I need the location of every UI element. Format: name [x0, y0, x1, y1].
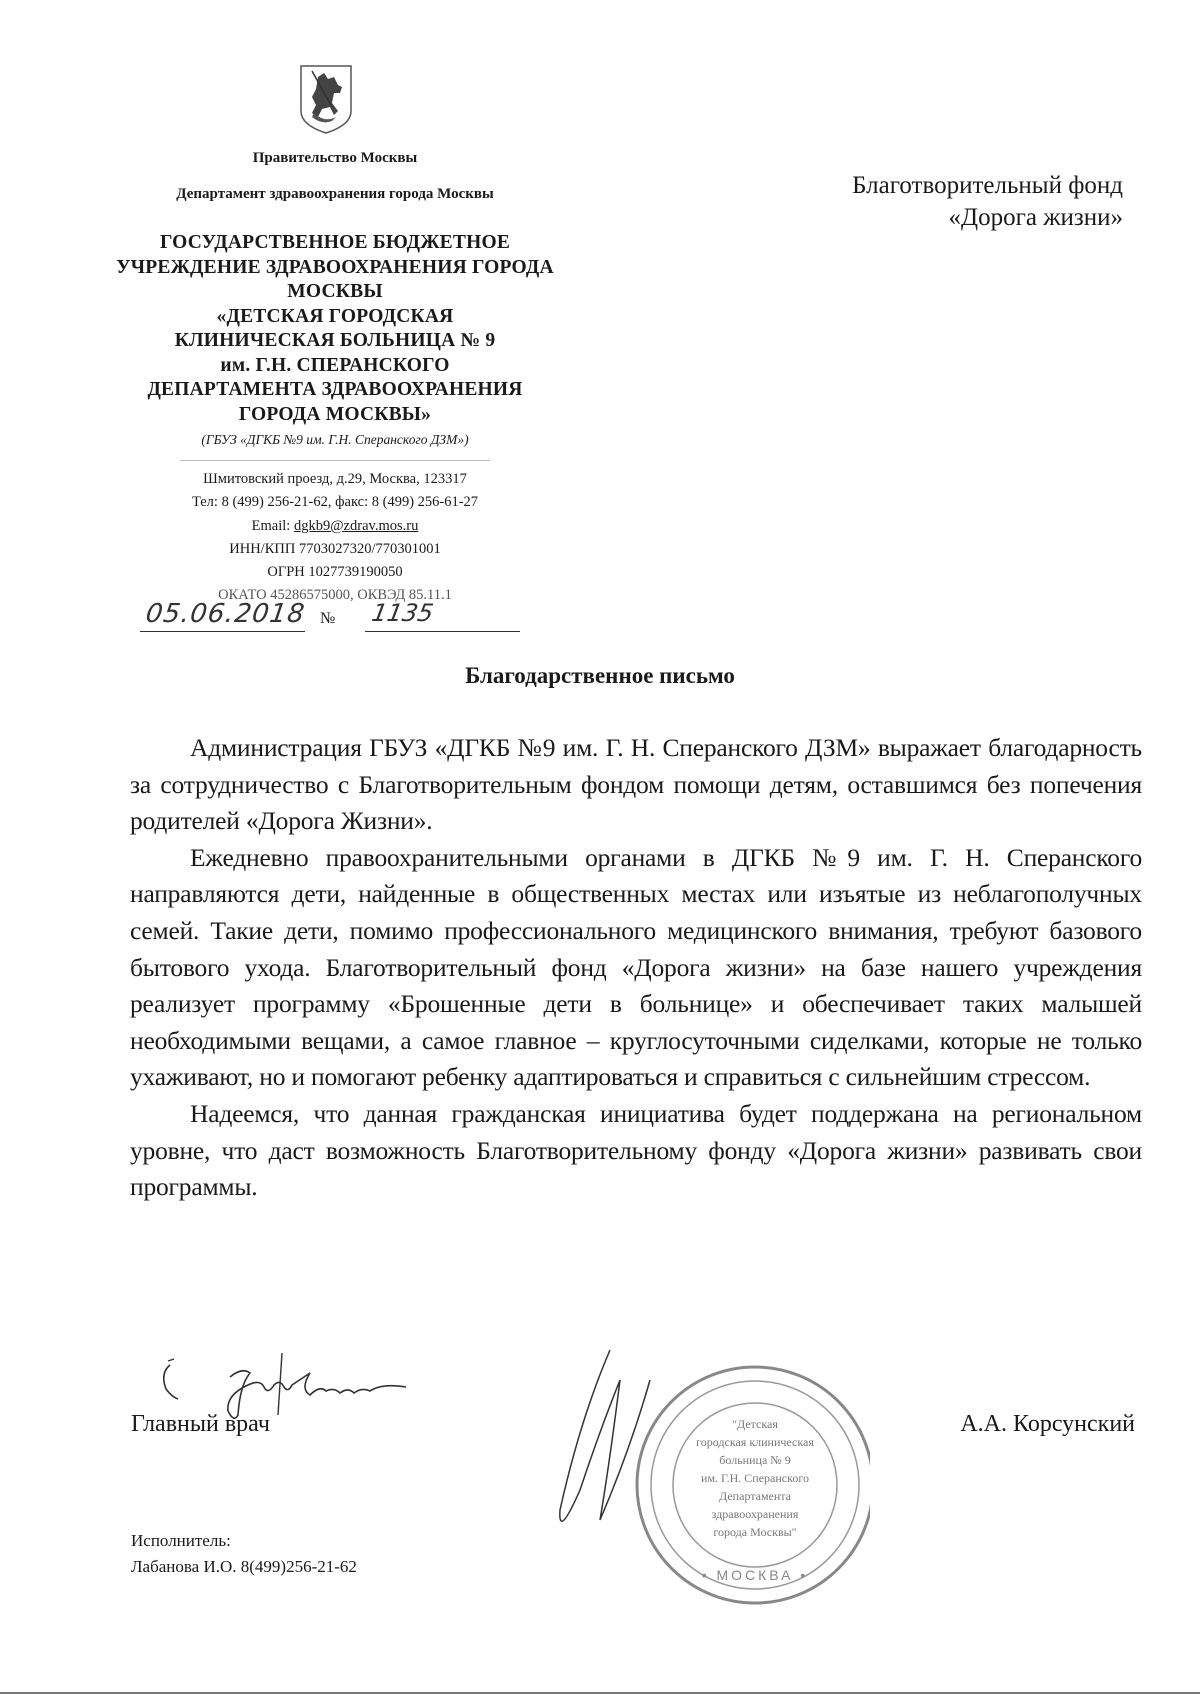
executor-block [131, 1528, 357, 1580]
number-label: № [320, 610, 336, 627]
executor-label: Исполнитель: [131, 1531, 231, 1550]
stamp-text: больница № 9 [719, 1453, 791, 1467]
organization-line: ГОСУДАРСТВЕННОЕ БЮДЖЕТНОЕ [159, 232, 511, 253]
stamp-text: города Москвы" [713, 1525, 797, 1539]
government-name: Правительство Москвы [252, 150, 418, 166]
executor-contact: Лабанова И.О. 8(499)256-21-62 [131, 1557, 357, 1576]
paragraph: Ежедневно правоохранительными органами в ДГКБ №9 им. Г. Н. Сперанского направляются дети, найденные в общественных местах или изъятые из неблагополучных семей. Такие дети, помимо профессионального медицинского внимания, требуют базового бытового ухода. Благотворительный фонд «Дорога жизни» на базе нашего учреждения реализует программу «Брошенные дети в больнице» и обеспечивает таких малышей необходимыми вещами, а самое главное – круглосуточными сиделками, которые не только ухаживают, но и помогают ребенку адаптироваться и справиться с сильнейшим стрессом. [130, 842, 1142, 1092]
addressee-line: «Дорога жизни» [948, 204, 1123, 231]
requisites [110, 468, 560, 608]
date-underline [140, 631, 305, 632]
paragraph: Администрация ГБУЗ «ДГКБ №9 им. Г. Н. Сперанского ДЗМ» выражает благодарность за сотрудничество с Благотворительным фондом помощи детям, оставшимся без попечения родителей «Дорога Жизни». [130, 733, 1142, 836]
addressee-line: Благотворительный фонд [852, 172, 1123, 199]
signatory-position: Главный врач [131, 1411, 270, 1437]
phone-fax: Тел: 8 (499) 256-21-62, факс: 8 (499) 256-61-27 [191, 494, 479, 511]
ogrn: ОГРН 1027739190050 [267, 564, 403, 581]
divider [180, 460, 490, 461]
department-name: Департамент здравоохранения города Москвы [176, 186, 494, 202]
organization-line: им. Г.Н. СПЕРАНСКОГО [220, 354, 450, 376]
email-link[interactable]: dgkb9@zdrav.mos.ru [293, 517, 419, 534]
paragraph: Надеемся, что данная гражданская инициатива будет поддержана на региональном уровне, что даст возможность Благотворительному фонду «Дорога жизни» развивать свои программы. [130, 1098, 1142, 1202]
organization-line: УЧРЕЖДЕНИЕ ЗДРАВООХРАНЕНИЯ ГОРОДА [116, 256, 554, 278]
stamp-city: • МОСКВА • [701, 1567, 809, 1583]
email-label: Email: [251, 517, 294, 534]
page-bottom-edge [0, 1692, 1200, 1694]
stamp-text: городская клиническая [696, 1435, 814, 1449]
organization-abbreviation: (ГБУЗ «ДГКБ №9 им. Г.Н. Сперанского ДЗМ») [201, 432, 469, 447]
letter-date: 05.06.2018 [143, 599, 307, 629]
stamp-text: им. Г.Н. Сперанского [701, 1471, 809, 1485]
letter-number: 1135 [369, 599, 436, 627]
letter-title: Благодарственное письмо [465, 663, 735, 688]
number-underline [365, 631, 520, 632]
organization-line: ДЕПАРТАМЕНТА ЗДРАВООХРАНЕНИЯ [147, 379, 523, 400]
organization-line: МОСКВЫ [287, 281, 383, 302]
moscow-coat-of-arms-icon [298, 63, 354, 135]
date-number-line [140, 599, 520, 635]
stamp-text: Департамента [718, 1489, 792, 1503]
addressee [852, 170, 1123, 234]
organization-line: «ДЕТСКАЯ ГОРОДСКАЯ [216, 305, 454, 327]
official-stamp-icon [540, 1340, 870, 1620]
address: Шмитовский проезд, д.29, Москва, 123317 [203, 471, 467, 487]
stamp-text: здравоохранения [711, 1507, 799, 1521]
stamp-text: "Детская [732, 1417, 778, 1431]
letter-body [130, 730, 1142, 1206]
organization-line: ГОРОДА МОСКВЫ» [238, 403, 432, 425]
okato: ОКАТО 45286575000, ОКВЭД 85.11.1 [218, 587, 452, 604]
organization-line: КЛИНИЧЕСКАЯ БОЛЬНИЦА № 9 [174, 330, 496, 351]
email-line [110, 515, 560, 538]
organization-name [110, 231, 560, 427]
inn-kpp: ИНН/КПП 7703027320/770301001 [229, 540, 441, 557]
signatory-name: А.А. Корсунский [960, 1411, 1135, 1437]
